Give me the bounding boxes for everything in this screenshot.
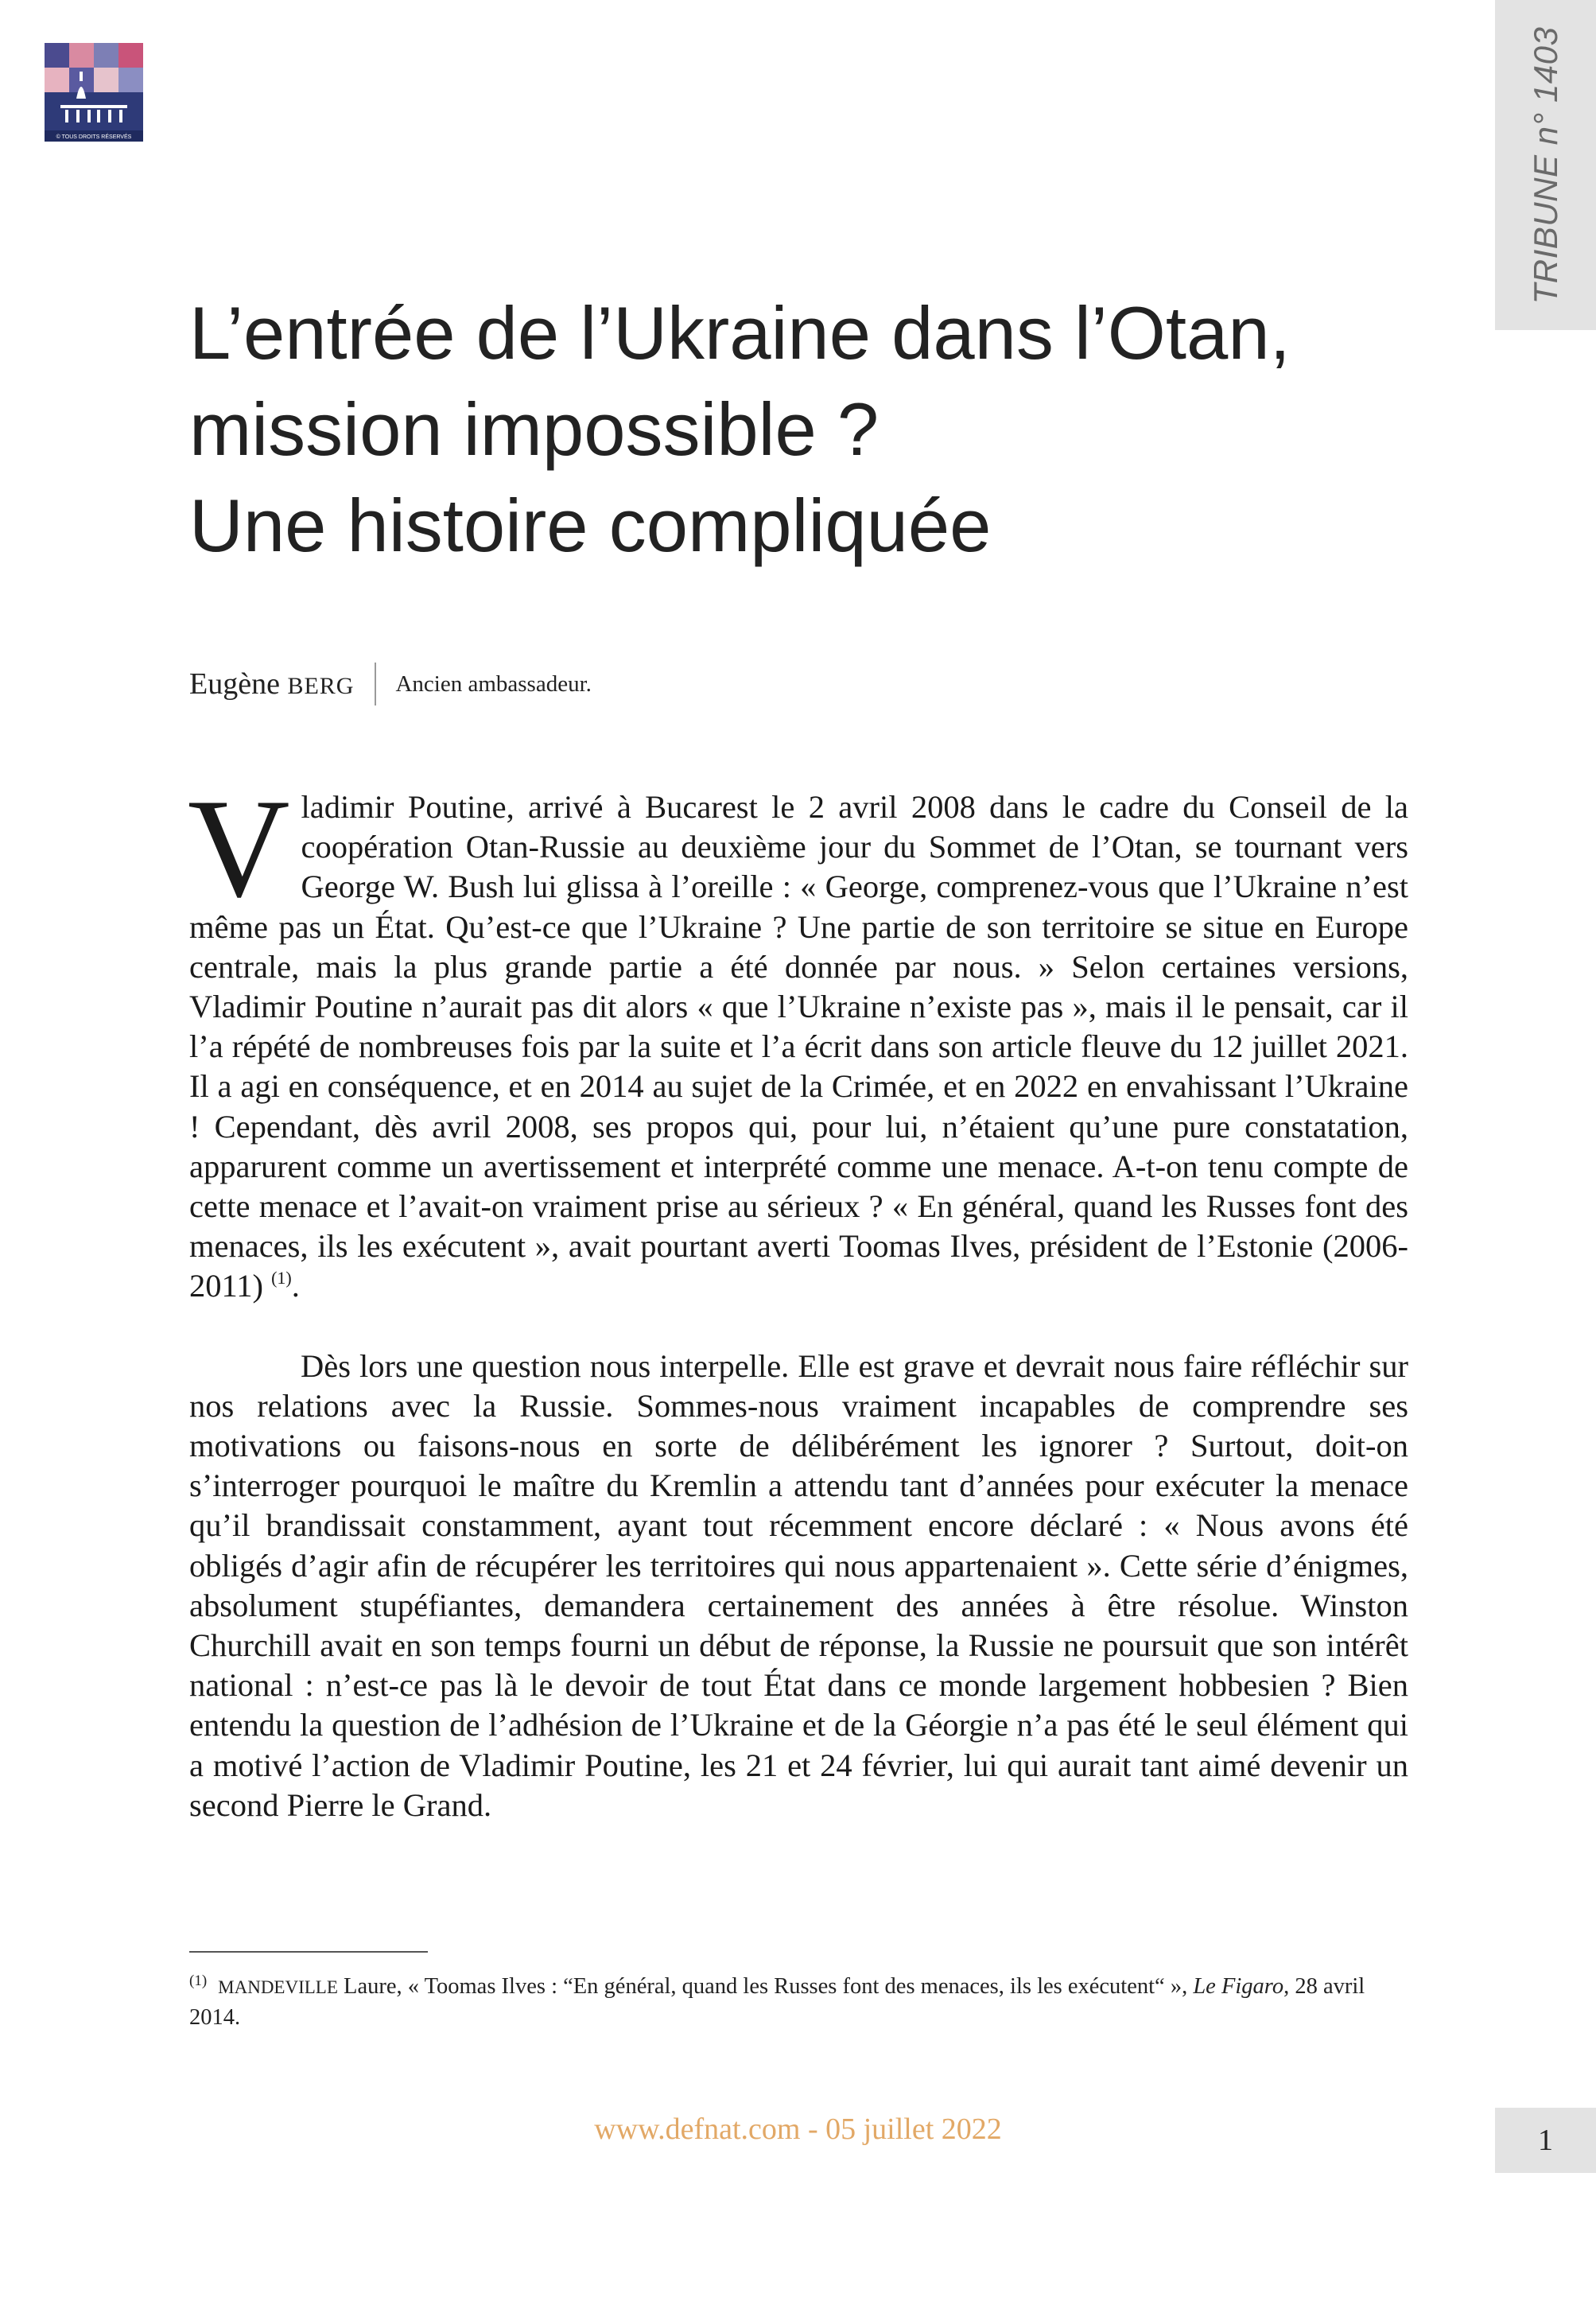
byline (189, 662, 592, 706)
title-line-2: mission impossible ? (189, 387, 880, 471)
logo-graphic (45, 43, 143, 142)
logo-caption: © TOUS DROITS RÉSERVÉS (56, 134, 132, 140)
author-last-name: BERG (287, 673, 355, 699)
article-title (189, 285, 1430, 573)
defnat-building-logo-icon (45, 43, 143, 142)
title-line-1: L’entrée de l’Ukraine dans l’Otan, (189, 291, 1291, 375)
footnote-number: (1) (189, 1973, 208, 1989)
footnote-text-end: , 28 avril 2014. (189, 1974, 1365, 2030)
paragraph-1-text: Vladimir Poutine, arrivé à Bucarest le 2 avril 2008 dans le cadre du Conseil de la coopération Otan-Russie au deuxième jour du Sommet de l’Otan, se tournant vers George W. Bush lui glissa à l’oreille : « George, comprenez-vous que l’Ukraine n’est même pas un État. Qu’est-ce que l’Ukraine ? Une partie de son territoire se situe en Europe centrale, mais la plus grande partie a été donnée par nous. » Selon certaines versions, Vladimir Poutine n’aurait pas dit alors « que l’Ukraine n’existe pas », mais il le pensait, car il l’a répété de nombreuses fois par la suite et l’a écrit dans son article fleuve du 12 juillet 2021. Il a agi en conséquence, et en 2014 au sujet de la Crimée, et en 2022 en envahissant l’Ukraine ! Cependant, dès avril 2008, ses propos qui, pour lui, n’étaient qu’une pure constatation, apparurent comme un avertissement et interprété comme une menace. A-t-on tenu compte de cette menace et l’avait-on vraiment prise au sérieux ? « En général, quand les Russes font des menaces, ils les exécutent », avait pourtant averti Toomas Ilves, président de l’Estonie (2006-2011) (188, 769, 1408, 1304)
series-label: TRIBUNE n° 1403 (1526, 26, 1564, 304)
footer-url-date[interactable]: www.defnat.com - 05 juillet 2022 (594, 2112, 1002, 2146)
paragraph-2: Dès lors une question nous interpelle. Elle est grave et devrait nous faire réfléchir sur nos relations avec la Russie. Sommes-nous vraiment incapables de comprendre ses motivations ou faisons-nous en sorte de délibérément les ignorer ? Surtout, doit-on s’interroger pourquoi le maître du Kremlin a attendu tant d’années pour exécuter la menace qu’il brandissait constamment, ayant tout récemment encore déclaré : « Nous avons été obligés d’agir afin de récupérer les territoires qui nous appartenaient ». Cette série d’énigmes, absolument stupéfiantes, demandera certainement des années à être résolue. Winston Churchill avait en son temps fourni un début de réponse, la Russie ne poursuit que son intérêt national : n’est-ce pas là le devoir de tout État dans ce monde largement hobbesien ? Bien entendu la question de l’adhésion de l’Ukraine et de la Géorgie n’a pas été le seul élément qui a motivé l’action de Vladimir Poutine, les 21 et 24 février, lui qui aurait tant aimé devenir un second Pierre le Grand. (189, 1347, 1408, 1823)
footnote-1 (189, 1966, 1408, 2033)
paragraph-1-end: . (291, 1268, 300, 1304)
footnote-publication: Le Figaro (1193, 1974, 1284, 1999)
author-first-name: Eugène (189, 667, 280, 701)
author-name (189, 667, 354, 702)
footnote-text: Laure, « Toomas Ilves : “En général, quand les Russes font des menaces, ils les exécutent“ », (337, 1974, 1194, 1999)
article-body (188, 769, 1408, 1825)
paragraph-1 (188, 769, 1408, 1307)
footnote-divider (189, 1951, 428, 1953)
author-role: Ancien ambassadeur. (395, 670, 592, 697)
footnote-ref-1[interactable]: (1) (271, 1268, 292, 1288)
page-number-box (1495, 2108, 1596, 2173)
footnote-author: MANDEVILLE (218, 1977, 338, 1997)
series-tab (1495, 0, 1596, 330)
title-line-3: Une histoire compliquée (189, 484, 992, 567)
byline-divider (375, 663, 376, 705)
page-number: 1 (1538, 2124, 1553, 2157)
